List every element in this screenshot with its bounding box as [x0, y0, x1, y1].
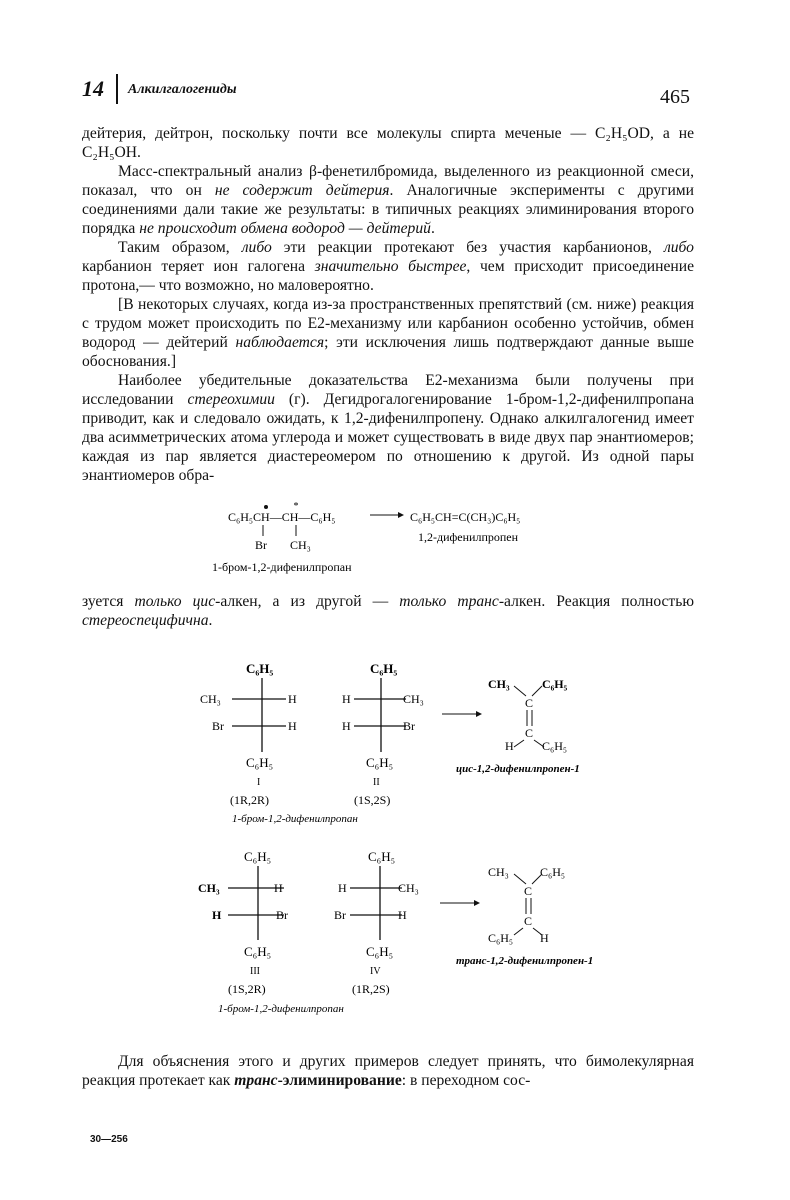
paragraphs-p4-a: [В некоторых случаях, когда из-за пространственных препятствий (см. ниже) реакция с трудом может происходить по E2-механизму или карбанион особенно устойчив, обмен водород — дейтерий [82, 296, 694, 351]
scheme3-III-label: III [250, 966, 260, 977]
scheme2-I-config: (1R,2R) [230, 793, 269, 807]
scheme3-product-c: C [524, 884, 533, 898]
chapter-number: 14 [82, 76, 104, 101]
paragraphs-p3-f: значительно быстрее [314, 258, 467, 275]
fischer-projection-IV [334, 849, 419, 996]
scheme3-product-br: H [540, 931, 549, 945]
paragraphs-p5-c: (г). Дегидрогалогенирование 1-бром-1,2-дифенилпропана приводит, как и следовало ожидать, к 1,2-дифенилпропену. Однако алкилгалогенид имеет два асимметрических атома углерода и может существовать в виде двух пар энантиомеров; каждая из пар является диастереомером по отношению к другой. Из одной пары энантиомеров обра- [82, 391, 694, 484]
paragraphs-p7-d: : в переходном сос- [401, 1072, 531, 1089]
text-block-bottom [82, 1052, 694, 1090]
scheme2-product-br: C₆H₅ [542, 739, 568, 753]
scheme3-product-bl: C₆H₅ [488, 931, 514, 945]
scheme2-I-l1: CH₃ [200, 692, 221, 706]
scheme2-II-l1: H [342, 692, 351, 706]
paragraphs-p7-b: транс [234, 1072, 278, 1089]
paragraphs-p6-a: зуется [82, 593, 135, 610]
scheme3-IV-l2: Br [334, 908, 346, 922]
scheme3-III-r1: H [274, 881, 283, 895]
reactant-br: Br [255, 538, 267, 552]
chiral-mark-2: * [293, 501, 299, 512]
scheme2-I-r1: H [288, 692, 297, 706]
scheme2-II-l2: H [342, 719, 351, 733]
scheme2-product-tl: CH₃ [488, 677, 510, 691]
scheme2-II-r1: CH₃ [403, 692, 424, 706]
reactant-name: 1-бром-1,2-дифенилпропан [212, 560, 352, 574]
scheme2-II-top: C₆H₅ [370, 661, 398, 676]
paragraphs-p7-c: -элиминирование [277, 1072, 402, 1089]
scheme3-III-r2: Br [276, 908, 288, 922]
reaction-arrow-3-head [474, 900, 480, 906]
scheme2-product-c: C [525, 696, 534, 710]
scheme3-IV-r1: CH₃ [398, 881, 419, 895]
fischer-projection-III [198, 849, 288, 996]
trans-alkene-structure [456, 865, 593, 967]
paragraphs-p1-a: дейтерия, дейтрон, поскольку почти все молекулы спирта меченые — C₂H₅OD, а не C₂H₅OH. [82, 125, 694, 161]
paragraphs-p3-e: карбанион теряет ион галогена [82, 258, 315, 275]
paragraphs-p4-c: ; эти исключения лишь подтверждают данные выше обоснования.] [82, 334, 694, 370]
scheme2-II-config: (1S,2S) [354, 793, 391, 807]
scheme3-product-tr: C₆H₅ [540, 865, 566, 879]
scheme3-III-top: C₆H₅ [244, 849, 272, 864]
scheme3-IV-top: C₆H₅ [368, 849, 396, 864]
paragraphs-p6-c: -алкен, а из другой — [215, 593, 400, 610]
paragraphs-p2-e: . [430, 220, 435, 237]
scheme2-I-label: I [257, 777, 261, 788]
scheme2-product-tr: C₆H₅ [542, 677, 568, 691]
pair-name-1: 1-бром-1,2-дифенилпропан [232, 813, 358, 825]
scheme3-IV-r2: H [398, 908, 407, 922]
paragraph-7 [82, 1052, 694, 1090]
paragraphs-p6-g: . [208, 612, 213, 629]
scheme3-III-config: (1S,2R) [228, 982, 266, 996]
scheme2-product-bl: H [505, 739, 514, 753]
paragraphs-p3-c: эти реакции протекают без участия карбанионов, [271, 239, 664, 256]
scheme3-III-bottom: C₆H₅ [244, 944, 272, 959]
scheme2-I-top: C₆H₅ [246, 661, 274, 676]
page-number: 465 [660, 86, 690, 108]
scheme3-III-l2: H [212, 908, 222, 922]
trans-product-name: транс-1,2-дифенилпропен-1 [456, 955, 594, 967]
pair-name-2: 1-бром-1,2-дифенилпропан [218, 1003, 344, 1015]
paragraphs-p5-b: стереохимии [187, 391, 275, 408]
printer-signature: 30—256 [90, 1134, 128, 1145]
product-formula: C₆H₅CH=C(CH₃)C₆H₅ [410, 510, 521, 524]
scheme3-III-l1: CH₃ [198, 881, 220, 895]
reactant-ch3: CH₃ [290, 538, 311, 552]
paragraphs-p2-a: Масс-спектральный анализ β-фенетилбромида, выделенного из реакционной смеси, показал, что он [82, 163, 694, 199]
paragraphs-p2-d: не происходит обмена водород — дейтерий [139, 220, 431, 237]
scheme3-product-c: C [524, 914, 533, 928]
scheme2-II-r2: Br [403, 719, 415, 733]
reactant-formula: C₆H₅CH—CH—C₆H₅ [228, 510, 336, 524]
chapter-title: Алкилгалогениды [128, 82, 237, 97]
paragraphs-p6-d: только транс [399, 593, 499, 610]
paragraphs-p3-a: Таким образом, [118, 239, 242, 256]
paragraphs-p5-a: Наиболее убедительные доказательства E2-механизма были получены при исследовании [82, 372, 694, 408]
paragraphs-p6-b: только цис [134, 593, 216, 610]
scheme2-I-r2: H [288, 719, 297, 733]
product-name: 1,2-дифенилпропен [418, 530, 519, 544]
paragraphs-p6-e: -алкен. Реакция полностью [498, 593, 694, 610]
paragraphs-p6-f: стереоспецифична [82, 612, 209, 629]
scheme3-IV-l1: H [338, 881, 347, 895]
scheme2-I-l2: Br [212, 719, 224, 733]
scheme3-IV-label: IV [370, 966, 381, 977]
scheme2-I-bottom: C₆H₅ [246, 755, 274, 770]
paragraphs-p2-b: не содержит дейтерия [214, 182, 390, 199]
paragraphs-p2-c: . Аналогичные эксперименты с другими соединениями дали такие же результаты: в типичных реакциях элиминирования второго порядка [82, 182, 695, 237]
scheme2-II-bottom: C₆H₅ [366, 755, 394, 770]
paragraphs-p7-a: Для объяснения этого и других примеров следует принять, что бимолекулярная реакция протекает как [82, 1053, 694, 1089]
scheme3-IV-config: (1R,2S) [352, 982, 390, 996]
paragraphs-p4-b: наблюдается [235, 334, 325, 351]
scheme3-product-tl: CH₃ [488, 865, 509, 879]
paragraphs-p3-b: либо [241, 239, 272, 256]
scheme2-II-label: II [373, 777, 380, 788]
scheme3-IV-bottom: C₆H₅ [366, 944, 394, 959]
paragraphs-p3-d: либо [663, 239, 694, 256]
scheme2-product-c: C [525, 726, 534, 740]
paragraphs-p3-g: , чем присходит присоединение протона,— что возможно, но маловероятно. [82, 258, 695, 294]
cis-product-name: цис-1,2-дифенилпропен-1 [456, 763, 580, 775]
